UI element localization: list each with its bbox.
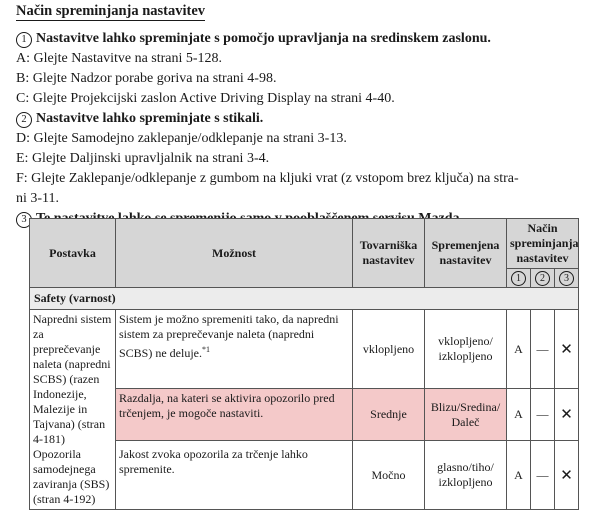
section-title: Safety (varnost) bbox=[30, 288, 579, 310]
intro-line-2-text: Nastavitve lahko spreminjate s stikali. bbox=[36, 111, 264, 126]
header-option: Možnost bbox=[116, 219, 353, 288]
changed-cell: Blizu/Sredina/ Daleč bbox=[425, 389, 507, 441]
method-3-cell: ✕ bbox=[555, 310, 579, 389]
method-2-cell: — bbox=[531, 389, 555, 441]
method-2-cell: — bbox=[531, 441, 555, 510]
intro-section bbox=[16, 29, 596, 229]
option-cell: Jakost zvoka opozorila za trčenje lahko spremenite. bbox=[116, 441, 353, 510]
method-1-cell: A bbox=[507, 310, 531, 389]
item-cell: Napredni sistem za preprečevanje naleta (napredni SCBS) (razen Indonezije, Malezije in Tajvana) (stran 4-181) Opozorila samodejnega zaviranja (SBS) (stran 4-192) bbox=[30, 310, 116, 510]
changed-cell: glasno/tiho/ izklopljeno bbox=[425, 441, 507, 510]
page-title: Način spreminjanja nastavitev bbox=[16, 3, 206, 19]
intro-line-d: D: Glejte Samodejno zaklepanje/odklepanje na strani 3-13. bbox=[16, 131, 347, 146]
header-factory: Tovarniška nastavitev bbox=[353, 219, 425, 288]
changed-cell: vklopljeno/ izklopljeno bbox=[425, 310, 507, 389]
settings-table bbox=[29, 218, 579, 510]
footnote-ref: *1 bbox=[202, 345, 210, 354]
option-cell: Razdalja, na kateri se aktivira opozorilo pred trčenjem, je mogoče nastaviti. bbox=[116, 389, 353, 441]
method-1-cell: A bbox=[507, 441, 531, 510]
circled-number-1: 1 bbox=[16, 32, 32, 48]
factory-cell: vklopljeno bbox=[353, 310, 425, 389]
header-method: Način spreminjanja nastavitev bbox=[507, 219, 579, 269]
intro-line-b: B: Glejte Nadzor porabe goriva na strani 4-98. bbox=[16, 71, 277, 86]
table-row bbox=[30, 310, 579, 389]
method-3-cell: ✕ bbox=[555, 389, 579, 441]
header-method-2: 2 bbox=[531, 269, 555, 288]
factory-cell: Srednje bbox=[353, 389, 425, 441]
intro-line-1 bbox=[16, 29, 596, 49]
header-item: Postavka bbox=[30, 219, 116, 288]
intro-line-2 bbox=[16, 109, 596, 129]
circled-number-2: 2 bbox=[16, 112, 32, 128]
intro-line-f2: ni 3-11. bbox=[16, 191, 60, 206]
intro-line-a: A: Glejte Nastavitve na strani 5-128. bbox=[16, 51, 223, 66]
option-cell: Sistem je možno spremeniti tako, da napredni sistem za preprečevanje naleta (napredni SCBS) ne deluje.$^{*1}$ bbox=[116, 310, 353, 389]
intro-line-c: C: Glejte Projekcijski zaslon Active Driving Display na strani 4-40. bbox=[16, 91, 395, 106]
intro-line-f1: F: Glejte Zaklepanje/odklepanje z gumbom na kljuki vrat (z vstopom brez ključa) na stra- bbox=[16, 171, 519, 186]
header-changed: Spremenjena nastavitev bbox=[425, 219, 507, 288]
header-method-1: 1 bbox=[507, 269, 531, 288]
method-3-cell: ✕ bbox=[555, 441, 579, 510]
method-2-cell: — bbox=[531, 310, 555, 389]
circled-number-3: 3 bbox=[16, 212, 32, 228]
header-method-3: 3 bbox=[555, 269, 579, 288]
factory-cell: Močno bbox=[353, 441, 425, 510]
intro-line-1-text: Nastavitve lahko spreminjate s pomočjo upravljanja na sredinskem zaslonu. bbox=[36, 31, 491, 46]
method-1-cell: A bbox=[507, 389, 531, 441]
intro-line-e: E: Glejte Daljinski upravljalnik na strani 3-4. bbox=[16, 151, 270, 166]
